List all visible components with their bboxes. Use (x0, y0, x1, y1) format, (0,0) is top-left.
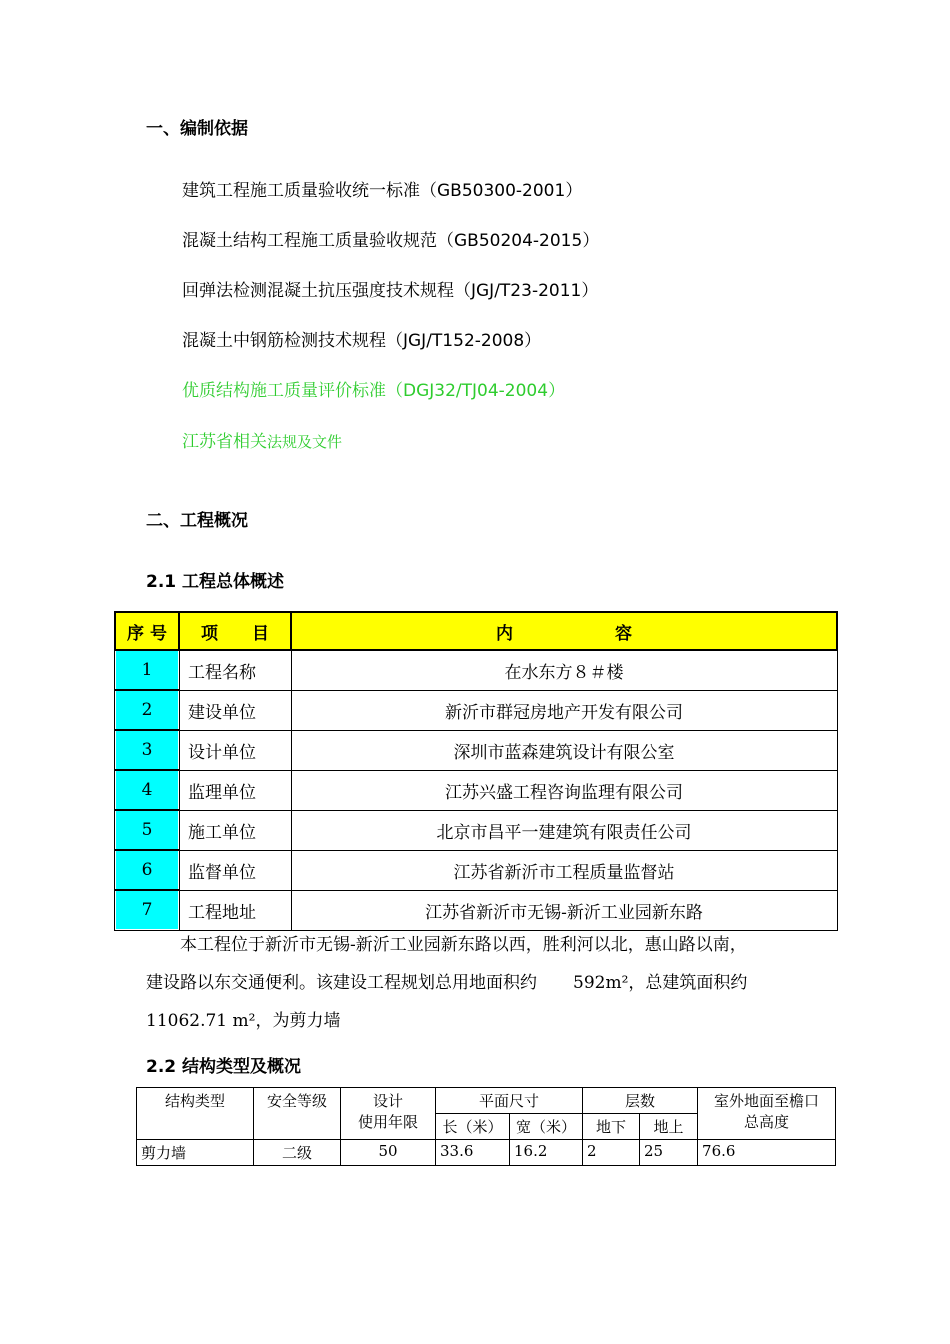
header-no: 序 号 (115, 612, 179, 650)
cell-length: 33.6 (436, 1140, 510, 1166)
project-overview-table (114, 611, 838, 931)
row-number: 6 (115, 850, 179, 890)
row-number: 1 (115, 650, 179, 690)
row-item: 设计单位 (179, 730, 291, 770)
table-header-row (115, 612, 837, 650)
header-floors: 层数 (583, 1088, 698, 1114)
section1-title: 一、编制依据 (146, 119, 248, 139)
row-item: 工程名称 (179, 650, 291, 690)
table-row (115, 770, 837, 810)
row-number: 2 (115, 690, 179, 730)
header-design-life (341, 1088, 436, 1140)
header-text: 总高度 (744, 1113, 790, 1131)
table-row (115, 810, 837, 850)
cell-aboveground: 25 (640, 1140, 698, 1166)
row-item: 施工单位 (179, 810, 291, 850)
description-line: 11062.71 m²，为剪力墙 (146, 1011, 341, 1031)
reference-item: 混凝土结构工程施工质量验收规范（GB50204-2015） (182, 231, 600, 251)
row-item: 监督单位 (179, 850, 291, 890)
table-row (115, 890, 837, 930)
row-content: 深圳市蓝森建筑设计有限公室 (291, 730, 837, 770)
row-item: 工程地址 (179, 890, 291, 930)
section2-title: 二、工程概况 (146, 511, 248, 531)
cell-width: 16.2 (510, 1140, 583, 1166)
header-text: 室外地面至檐口 (714, 1092, 820, 1110)
header-structure-type: 结构类型 (137, 1088, 254, 1140)
description-part: 建设路以东交通便利。该建设工程规划总用地面积约 (146, 973, 537, 993)
cell-height: 76.6 (698, 1140, 836, 1166)
table-row (115, 730, 837, 770)
row-content: 在水东方８＃楼 (291, 650, 837, 690)
header-plane-size: 平面尺寸 (436, 1088, 583, 1114)
header-content: 内 容 (291, 612, 837, 650)
row-number: 4 (115, 770, 179, 810)
table-row (115, 650, 837, 690)
reference-item: 建筑工程施工质量验收统一标准（GB50300-2001） (182, 181, 583, 201)
header-safety-level: 安全等级 (254, 1088, 341, 1140)
cell-safety: 二级 (254, 1140, 341, 1166)
table-header-row (137, 1088, 836, 1114)
table-row (115, 850, 837, 890)
row-content: 江苏省新沂市工程质量监督站 (291, 850, 837, 890)
header-width: 宽（米） (510, 1114, 583, 1140)
structure-table (136, 1087, 836, 1166)
cell-underground: 2 (583, 1140, 640, 1166)
table-row (115, 690, 837, 730)
description-part: 592m²，总建筑面积约 (573, 973, 748, 993)
description-line: 本工程位于新沂市无锡-新沂工业园新东路以西，胜利河以北，惠山路以南， (180, 935, 747, 955)
reference-item: 混凝土中钢筋检测技术规程（JGJ/T152-2008） (182, 331, 542, 351)
row-content: 江苏兴盛工程咨询监理有限公司 (291, 770, 837, 810)
table-row (137, 1140, 836, 1166)
row-content: 新沂市群冠房地产开发有限公司 (291, 690, 837, 730)
cell-years: 50 (341, 1140, 436, 1166)
description-line (146, 964, 836, 1002)
reference-item-highlight: 优质结构施工质量评价标准（DGJ32/TJ04-2004） (182, 381, 566, 401)
cell-type: 剪力墙 (137, 1140, 254, 1166)
reference-part-b: 法规及文件 (267, 433, 343, 451)
row-item: 监理单位 (179, 770, 291, 810)
header-underground: 地下 (583, 1114, 640, 1140)
row-number: 3 (115, 730, 179, 770)
subsection-title: 2.1 工程总体概述 (146, 572, 285, 592)
reference-part-a: 江苏省相关 (182, 432, 267, 452)
header-total-height (698, 1088, 836, 1140)
row-content: 江苏省新沂市无锡-新沂工业园新东路 (291, 890, 837, 930)
header-text: 使用年限 (357, 1113, 418, 1131)
row-number: 5 (115, 810, 179, 850)
row-item: 建设单位 (179, 690, 291, 730)
row-number: 7 (115, 890, 179, 930)
header-text: 设计 (372, 1092, 403, 1110)
subsection-title: 2.2 结构类型及概况 (146, 1057, 302, 1077)
reference-item-highlight (182, 427, 342, 452)
row-content: 北京市昌平一建建筑有限责任公司 (291, 810, 837, 850)
reference-item: 回弹法检测混凝土抗压强度技术规程（JGJ/T23-2011） (182, 281, 599, 301)
header-item: 项 目 (179, 612, 291, 650)
project-description (146, 926, 836, 1040)
header-aboveground: 地上 (640, 1114, 698, 1140)
header-length: 长（米） (436, 1114, 510, 1140)
